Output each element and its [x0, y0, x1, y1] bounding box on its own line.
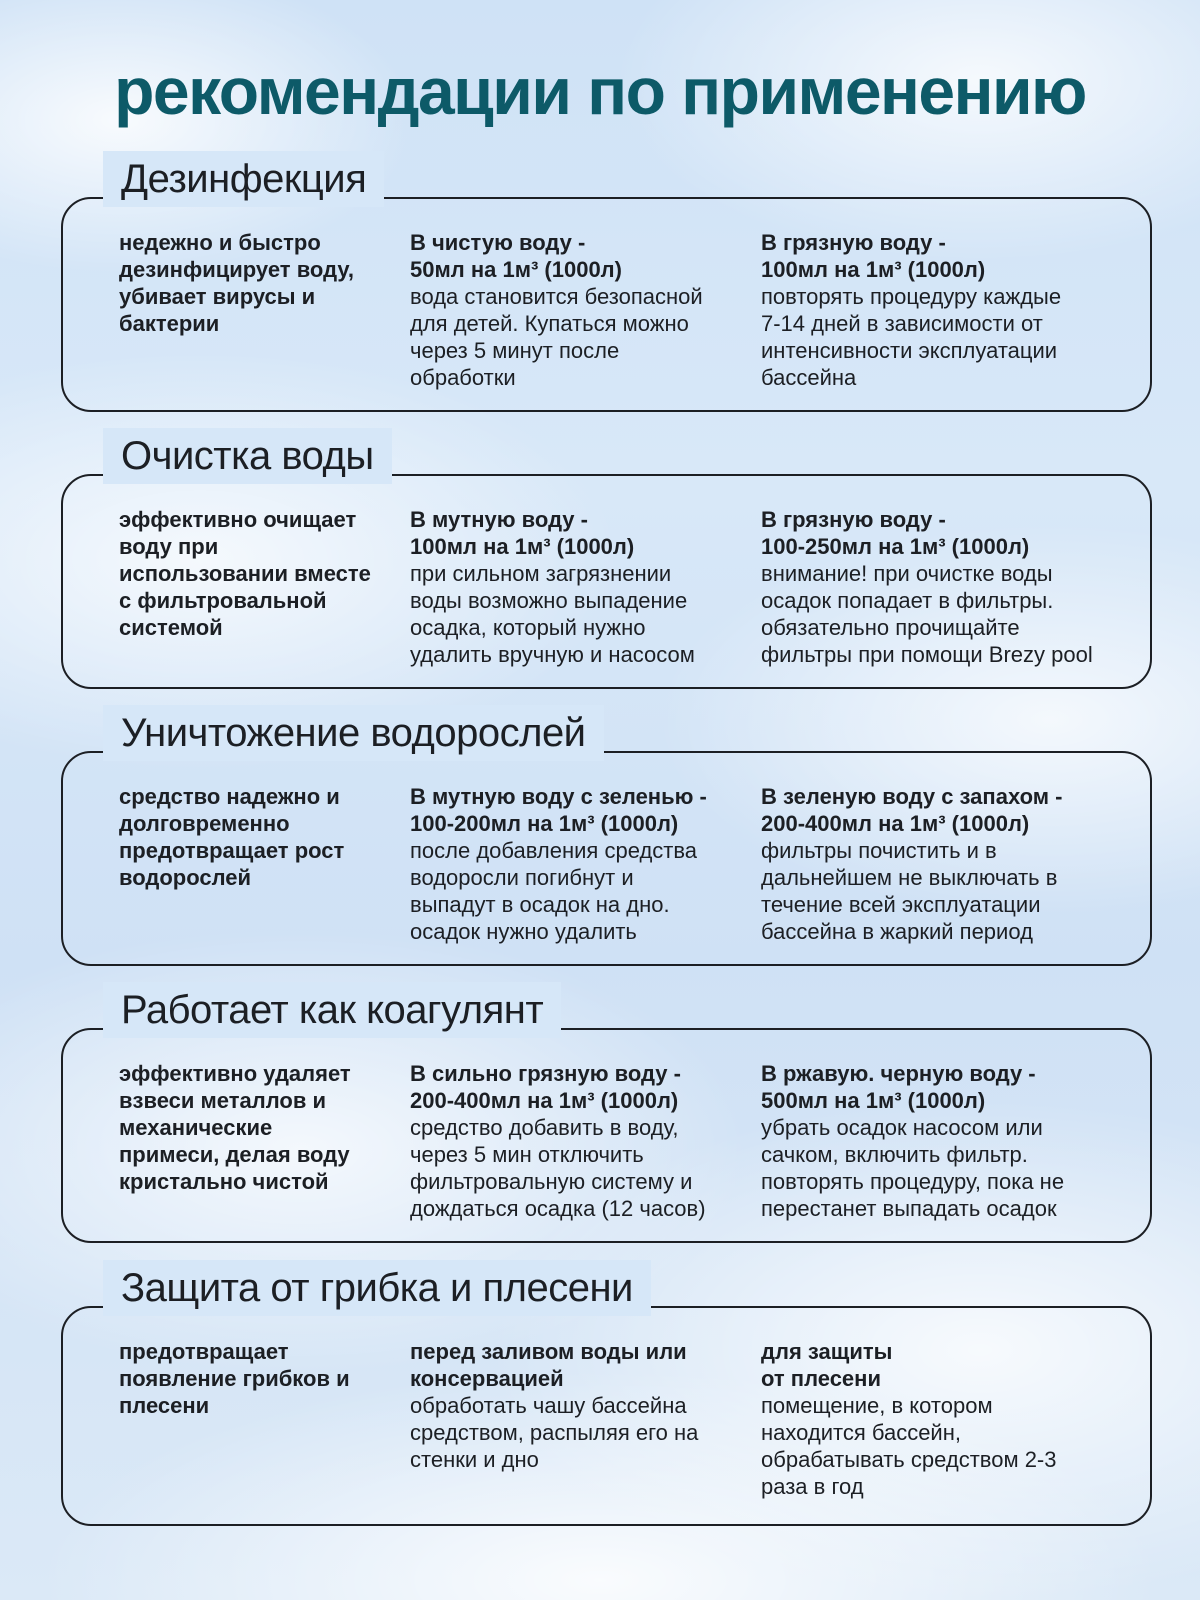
dosage-case-1	[410, 1338, 750, 1473]
dosage-description: повторять процедуру каждые 7-14 дней в зависимости от интенсивности эксплуатации бассейна	[761, 284, 1062, 390]
section-summary	[119, 229, 399, 337]
section-water-cleaning	[61, 434, 1152, 689]
section-fungus-protection	[61, 1266, 1152, 1526]
dosage-heading: В грязную воду - 100-250мл на 1м³ (1000л)	[761, 507, 1030, 559]
dosage-heading: В мутную воду с зеленью - 100-200мл на 1м³ (1000л)	[410, 784, 707, 836]
section-coagulant	[61, 988, 1152, 1243]
dosage-heading: В мутную воду - 100мл на 1м³ (1000л)	[410, 507, 635, 559]
section-summary	[119, 783, 399, 891]
section-title: Уничтожение водорослей	[103, 705, 604, 761]
dosage-case-2	[761, 1060, 1141, 1222]
dosage-heading: В зеленую воду с запахом - 200-400мл на 1м³ (1000л)	[761, 784, 1063, 836]
dosage-heading: для защиты от плесени	[761, 1339, 893, 1391]
dosage-heading: В сильно грязную воду - 200-400мл на 1м³ (1000л)	[410, 1061, 681, 1113]
dosage-heading: В ржавую. черную воду - 500мл на 1м³ (1000л)	[761, 1061, 1036, 1113]
dosage-description: фильтры почистить и в дальнейшем не выключать в течение всей эксплуатации бассейна в жаркий период	[761, 838, 1058, 944]
dosage-case-1	[410, 1060, 750, 1222]
dosage-description: после добавления средства водоросли погибнут и выпадут в осадок на дно. осадок нужно удалить	[410, 838, 698, 944]
section-title: Работает как коагулянт	[103, 982, 561, 1038]
dosage-case-2	[761, 506, 1141, 668]
summary-text: предотвращает появление грибков и плесени	[119, 1339, 350, 1418]
dosage-case-2	[761, 783, 1141, 945]
section-disinfection	[61, 157, 1152, 412]
section-title: Очистка воды	[103, 428, 392, 484]
dosage-description: обработать чашу бассейна средством, распыляя его на стенки и дно	[410, 1393, 699, 1472]
section-algae-destruction	[61, 711, 1152, 966]
dosage-heading: В чистую воду - 50мл на 1м³ (1000л)	[410, 230, 622, 282]
summary-text: эффективно удаляет взвеси металлов и механические примеси, делая воду кристально чистой	[119, 1061, 351, 1194]
dosage-heading: В грязную воду - 100мл на 1м³ (1000л)	[761, 230, 986, 282]
section-title: Дезинфекция	[103, 151, 384, 207]
dosage-description: убрать осадок насосом или сачком, включить фильтр. повторять процедуру, пока не перестанет выпадать осадок	[761, 1115, 1065, 1221]
dosage-case-1	[410, 506, 750, 668]
dosage-case-2	[761, 229, 1141, 391]
dosage-description: средство добавить в воду, через 5 мин отключить фильтровальную систему и дождаться осадка (12 часов)	[410, 1115, 706, 1221]
section-title: Защита от грибка и плесени	[103, 1260, 651, 1316]
dosage-description: при сильном загрязнении воды возможно выпадение осадка, который нужно удалить вручную и насосом	[410, 561, 695, 667]
dosage-case-1	[410, 229, 750, 391]
page-title: рекомендации по применению	[114, 54, 1086, 128]
dosage-heading: перед заливом воды или консервацией	[410, 1339, 687, 1391]
dosage-case-2	[761, 1338, 1141, 1500]
summary-text: средство надежно и долговременно предотвращает рост водорослей	[119, 784, 345, 890]
summary-text: эффективно очищает воду при использовании вместе с фильтровальной системой	[119, 507, 371, 640]
dosage-case-1	[410, 783, 750, 945]
section-summary	[119, 506, 399, 641]
section-summary	[119, 1060, 399, 1195]
section-summary	[119, 1338, 399, 1419]
summary-text: недежно и быстро дезинфицирует воду, убивает вирусы и бактерии	[119, 230, 355, 336]
dosage-description: вода становится безопасной для детей. Купаться можно через 5 минут после обработки	[410, 284, 703, 390]
dosage-description: внимание! при очистке воды осадок попадает в фильтры. обязательно прочищайте фильтры при помощи Brezy pool	[761, 561, 1093, 667]
dosage-description: помещение, в котором находится бассейн, обрабатывать средством 2-3 раза в год	[761, 1393, 1057, 1499]
